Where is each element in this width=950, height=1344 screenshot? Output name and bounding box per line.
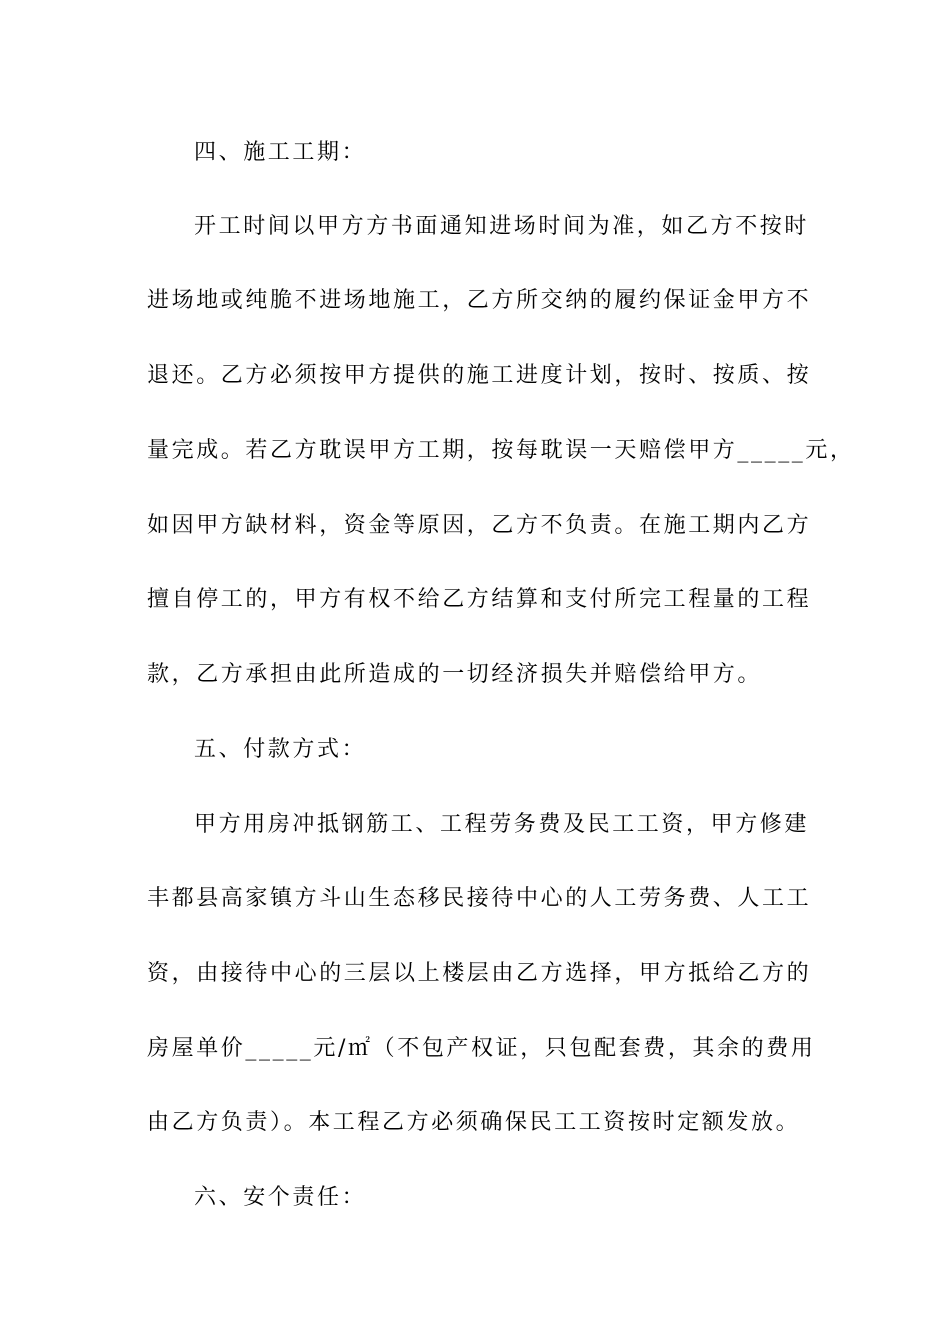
- section-heading-5: 五、付款方式：: [194, 737, 367, 762]
- paragraph-line: 量完成。若乙方耽误甲方工期，按每耽误一天赔偿甲方_____元，: [147, 438, 855, 463]
- paragraph-line: 开工时间以甲方方书面通知进场时间为准，如乙方不按时: [194, 214, 810, 239]
- paragraph-line: 款，乙方承担由此所造成的一切经济损失并赔偿给甲方。: [147, 662, 763, 687]
- paragraph-line: 甲方用房冲抵钢筋工、工程劳务费及民工工资，甲方修建: [194, 812, 810, 837]
- paragraph-line: 由乙方负责）。本工程乙方必须确保民工工资按时定额发放。: [147, 1110, 801, 1135]
- paragraph-line: 资，由接待中心的三层以上楼层由乙方选择，甲方抵给乙方的: [147, 961, 812, 986]
- section-heading-4: 四、施工工期：: [194, 140, 367, 165]
- paragraph-line: 擅自停工的，甲方有权不给乙方结算和支付所完工程量的工程: [147, 587, 812, 612]
- paragraph-line: 如因甲方缺材料，资金等原因，乙方不负责。在施工期内乙方: [147, 513, 812, 538]
- paragraph-line: 房屋单价_____元/㎡（不包产权证，只包配套费，其余的费用: [147, 1036, 816, 1061]
- paragraph-line: 丰都县高家镇方斗山生态移民接待中心的人工劳务费、人工工: [147, 886, 812, 911]
- paragraph-line: 进场地或纯脆不进场地施工，乙方所交纳的履约保证金甲方不: [147, 288, 812, 313]
- paragraph-line: 退还。乙方必须按甲方提供的施工进度计划，按时、按质、按: [147, 363, 812, 388]
- section-heading-6: 六、安个责任：: [194, 1185, 367, 1210]
